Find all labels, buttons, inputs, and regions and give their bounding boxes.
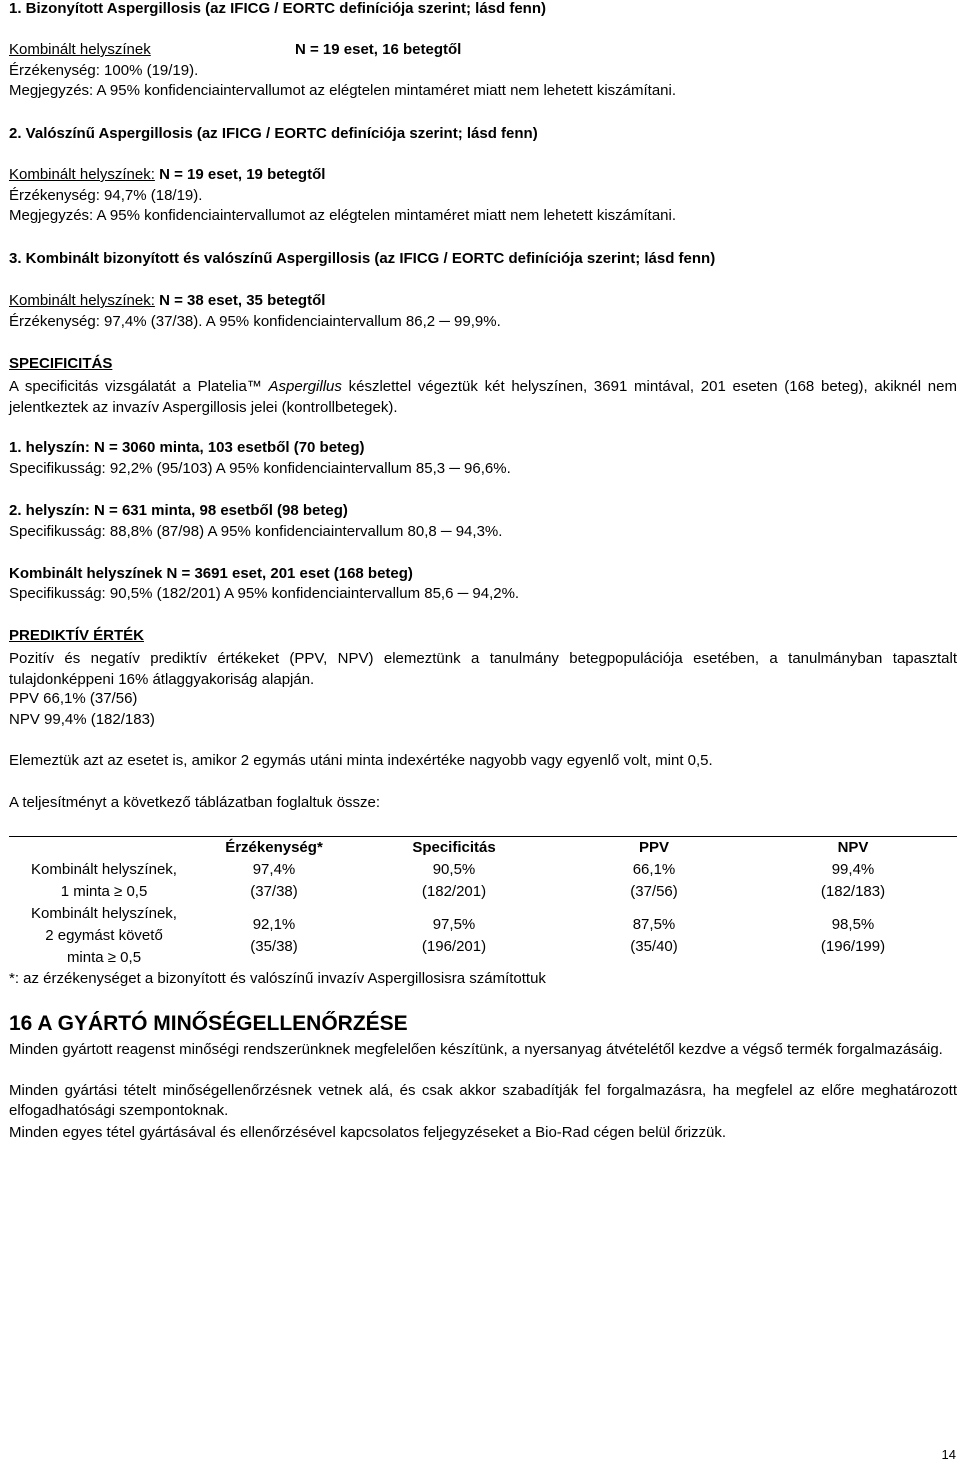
- section1-sites-value: N = 19 eset, 16 betegtől: [295, 41, 462, 58]
- section3-sites: [9, 292, 957, 309]
- row2-ppv-value: 87,5%: [632, 916, 676, 933]
- row2-ppv: [559, 903, 749, 969]
- specificity-intro: [9, 376, 957, 418]
- section2-sites-value: N = 19 eset, 19 betegtől: [159, 166, 326, 183]
- section1-sites: [9, 41, 957, 58]
- row2-label-line3: minta ≥ 0,5: [66, 949, 142, 966]
- section1-sensitivity: Érzékenység: 100% (19/19).: [9, 62, 199, 79]
- row1-label: [9, 859, 199, 903]
- row1-npv-ratio: (182/183): [820, 883, 886, 900]
- section3-title: 3. Kombinált bizonyított és valószínű Aspergillosis (az IFICG / EORTC definíciója szerint; lásd fenn): [9, 250, 716, 267]
- table-row: [9, 903, 957, 969]
- section2-sites-label: Kombinált helyszínek:: [9, 166, 155, 183]
- specificity-intro-italic: Aspergillus: [268, 378, 342, 395]
- specificity-intro-a: A specificitás vizsgálatát a Platelia™: [9, 378, 269, 395]
- section3-sites-label: Kombinált helyszínek:: [9, 292, 155, 309]
- row2-label-line1: Kombinált helyszínek,: [31, 905, 177, 922]
- qc-paragraph-2: Minden gyártási tételt minőségellenőrzésnek vetnek alá, és csak akkor szabadítják fel forgalmazásra, ha megfelel az előre meghatározott elfogadhatósági szempontoknak.: [9, 1082, 957, 1119]
- table-footnote: *: az érzékenységet a bizonyított és valószínű invazív Aspergillosisra számítottuk: [9, 970, 546, 987]
- row2-sensitivity: [199, 903, 349, 969]
- row2-specificity: [349, 903, 559, 969]
- section2-note: Megjegyzés: A 95% konfidenciaintervallumot az elégtelen mintaméret miatt nem lehetett kiszámítani.: [9, 207, 677, 224]
- row1-npv-value: 99,4%: [831, 861, 875, 878]
- row1-npv: [749, 859, 957, 903]
- npv-line: NPV 99,4% (182/183): [9, 711, 155, 728]
- row1-sensitivity-ratio: (37/38): [250, 883, 298, 900]
- section1-sites-label: Kombinált helyszínek: [9, 41, 151, 58]
- row1-label-line1: Kombinált helyszínek,: [31, 861, 177, 878]
- section2-sites: [9, 166, 957, 183]
- table-row: [9, 859, 957, 903]
- combined-sites-text: Specifikusság: 90,5% (182/201) A 95% konfidenciaintervallum 85,6 ─ 94,2%.: [9, 585, 520, 602]
- results-table: [9, 836, 957, 969]
- section1-note: Megjegyzés: A 95% konfidenciaintervallumot az elégtelen mintaméret miatt nem lehetett kiszámítani.: [9, 82, 677, 99]
- row2-specificity-ratio: (196/201): [421, 938, 487, 955]
- page-number: 14: [941, 1447, 956, 1462]
- row2-specificity-value: 97,5%: [432, 916, 476, 933]
- row1-label-line2: 1 minta ≥ 0,5: [60, 883, 148, 900]
- row2-ppv-ratio: (35/40): [630, 938, 678, 955]
- predictive-heading: PREDIKTÍV ÉRTÉK: [9, 627, 145, 644]
- table-intro: A teljesítményt a következő táblázatban foglaltuk össze:: [9, 794, 381, 811]
- site1-title: 1. helyszín: N = 3060 minta, 103 esetből (70 beteg): [9, 439, 365, 456]
- row2-label-line2: 2 egymást követő: [45, 927, 163, 944]
- combined-sites-title: Kombinált helyszínek N = 3691 eset, 201 eset (168 beteg): [9, 565, 413, 582]
- qc-paragraph-3: Minden egyes tétel gyártásával és ellenőrzésével kapcsolatos feljegyzéseket a Bio-Rad cégen belül őrizzük.: [9, 1124, 727, 1141]
- predictive-text: Pozitív és negatív prediktív értékeket (PPV, NPV) elemeztünk a tanulmány betegpopulációja esetében, a tanulmányban tapasztalt tulajdonképpeni 16% átlaggyakoriság alapján.: [9, 650, 957, 688]
- row1-ppv-ratio: (37/56): [630, 883, 678, 900]
- qc-paragraph-1: Minden gyártott reagenst minőségi rendszerünknek megfelelően készítünk, a nyersanyag átvételétől kezdve a végső termék forgalmazásáig.: [9, 1041, 943, 1058]
- section2-title: 2. Valószínű Aspergillosis (az IFICG / EORTC definíciója szerint; lásd fenn): [9, 125, 538, 142]
- site2-text: Specifikusság: 88,8% (87/98) A 95% konfidenciaintervallum 80,8 ─ 94,3%.: [9, 523, 503, 540]
- site1-text: Specifikusság: 92,2% (95/103) A 95% konfidenciaintervallum 85,3 ─ 96,6%.: [9, 460, 511, 477]
- row2-npv: [749, 903, 957, 969]
- table-header-specificity: Specificitás: [349, 837, 559, 860]
- row1-sensitivity-value: 97,4%: [252, 861, 296, 878]
- specificity-intro-b: készlettel végeztük két helyszínen, 3691 mintával, 201 eseten (168 beteg), akiknél nem jelentkeztek az invazív Aspergillosis jelei (kontrollbetegek).: [9, 378, 957, 416]
- row1-ppv-value: 66,1%: [632, 861, 676, 878]
- consecutive-samples-text: Elemeztük azt az esetet is, amikor 2 egymás utáni minta indexértéke nagyobb vagy egyenlő volt, mint 0,5.: [9, 752, 713, 769]
- row1-specificity-value: 90,5%: [432, 861, 476, 878]
- row2-sensitivity-ratio: (35/38): [250, 938, 298, 955]
- section3-sites-value: N = 38 eset, 35 betegtől: [159, 292, 326, 309]
- row2-npv-value: 98,5%: [831, 916, 875, 933]
- site2-title: 2. helyszín: N = 631 minta, 98 esetből (98 beteg): [9, 502, 348, 519]
- row1-sensitivity: [199, 859, 349, 903]
- table-header-npv: NPV: [749, 837, 957, 860]
- row1-specificity: [349, 859, 559, 903]
- row2-sensitivity-value: 92,1%: [252, 916, 296, 933]
- section1-title: 1. Bizonyított Aspergillosis (az IFICG / EORTC definíciója szerint; lásd fenn): [9, 0, 547, 17]
- ppv-line: PPV 66,1% (37/56): [9, 690, 138, 707]
- table-header-ppv: PPV: [559, 837, 749, 860]
- table-header-row: [9, 837, 957, 860]
- section3-sensitivity: Érzékenység: 97,4% (37/38). A 95% konfidenciaintervallum 86,2 ─ 99,9%.: [9, 313, 501, 330]
- section16-heading: 16 A GYÁRTÓ MINŐSÉGELLENŐRZÉSE: [9, 1012, 408, 1035]
- table-header-sensitivity: Érzékenység*: [199, 837, 349, 860]
- row2-label: [9, 903, 199, 969]
- row1-ppv: [559, 859, 749, 903]
- specificity-heading: SPECIFICITÁS: [9, 355, 113, 372]
- row1-specificity-ratio: (182/201): [421, 883, 487, 900]
- row2-npv-ratio: (196/199): [820, 938, 886, 955]
- section2-sensitivity: Érzékenység: 94,7% (18/19).: [9, 187, 203, 204]
- table-header-empty: [9, 837, 199, 860]
